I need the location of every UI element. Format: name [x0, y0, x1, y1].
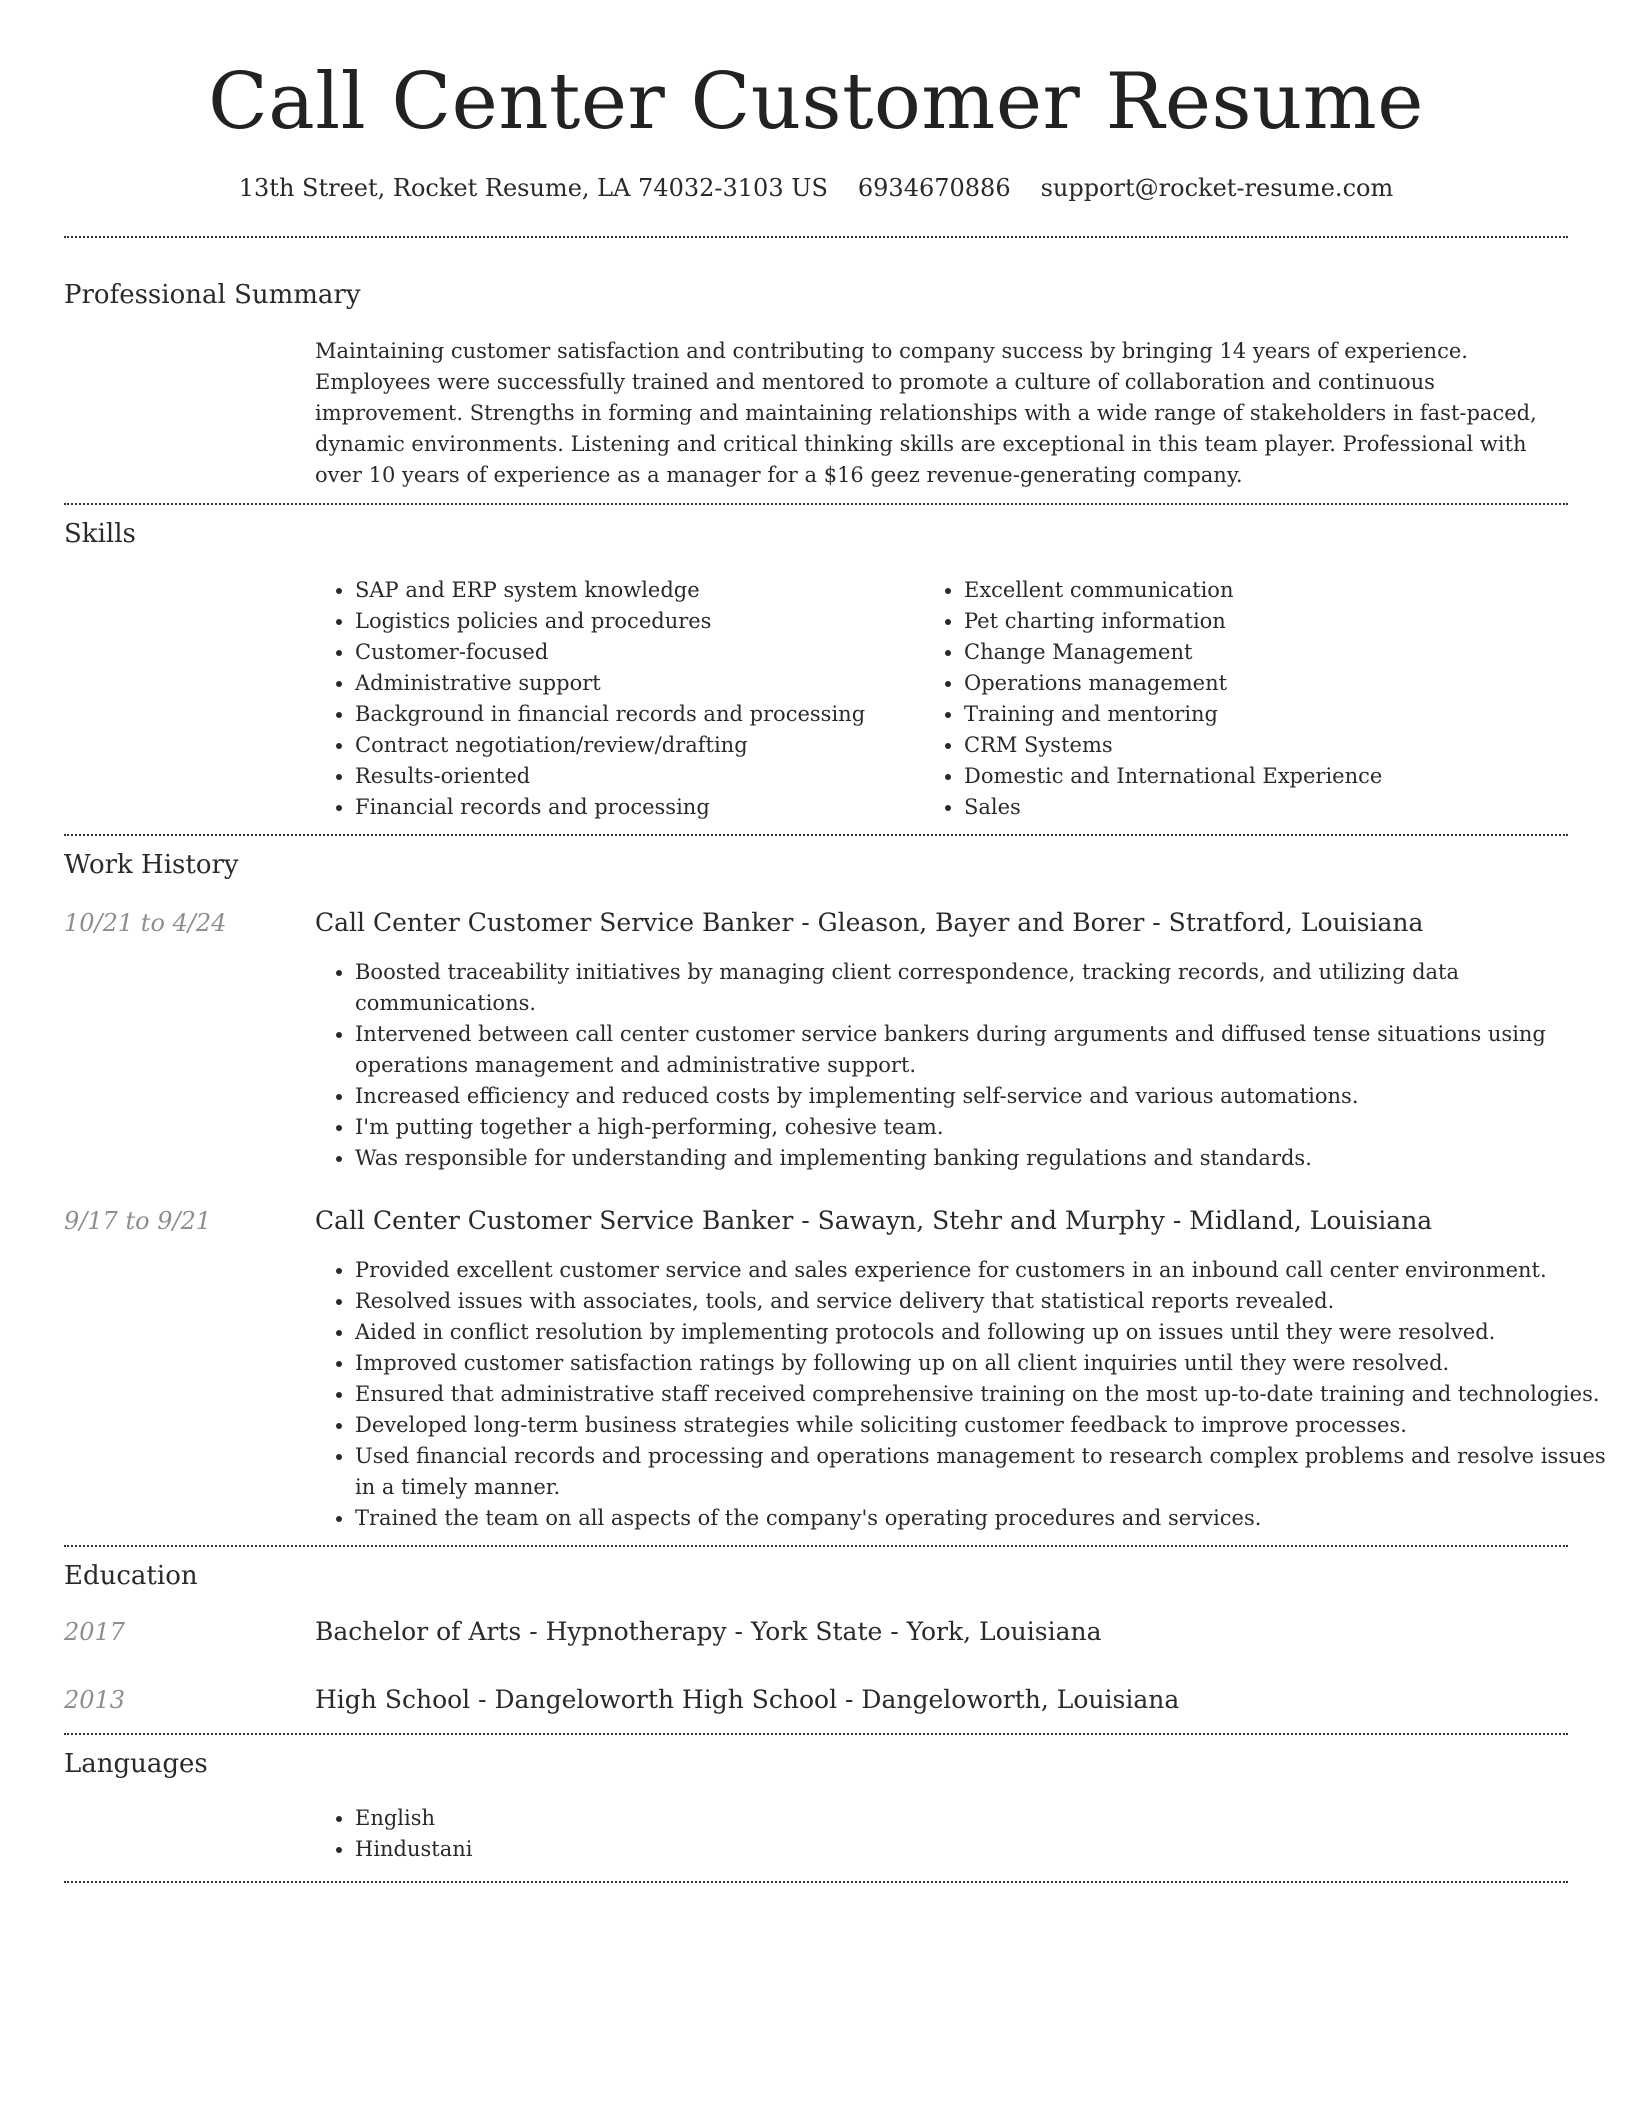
education-heading: Education [64, 1561, 198, 1591]
job-bullet: • Increased efficiency and reduced costs by implementing self-service and various automations. [355, 1081, 1570, 1112]
skill-item: • Sales [964, 792, 1584, 823]
skills-list-right [920, 575, 1584, 823]
skills-heading: Skills [64, 519, 136, 549]
job-title-line: Call Center Customer Service Banker - Sawayn, Stehr and Murphy - Midland, Louisiana [315, 1206, 1433, 1235]
job-dates: 9/17 to 9/21 [64, 1207, 212, 1235]
section-divider [64, 236, 1568, 238]
skill-item: • Operations management [964, 668, 1584, 699]
skill-item: • Training and mentoring [964, 699, 1584, 730]
work-heading: Work History [64, 850, 239, 880]
section-divider [64, 503, 1568, 505]
skill-item: • Logistics policies and procedures [355, 606, 915, 637]
education-year: 2017 [64, 1618, 126, 1646]
skill-item: • Excellent communication [964, 575, 1584, 606]
job-bullet: • Aided in conflict resolution by implementing protocols and following up on issues until they were resolved. [355, 1317, 1615, 1348]
language-item: • Hindustani [355, 1834, 955, 1865]
job-bullet: • Provided excellent customer service and sales experience for customers in an inbound call center environment. [355, 1255, 1615, 1286]
job-bullet: • Resolved issues with associates, tools, and service delivery that statistical reports revealed. [355, 1286, 1615, 1317]
section-divider [64, 1545, 1568, 1547]
skill-item: • Domestic and International Experience [964, 761, 1584, 792]
skill-item: • Administrative support [355, 668, 915, 699]
summary-text: Maintaining customer satisfaction and contributing to company success by bringing 14 years of experience. Employees were successfully trained and mentored to promote a culture of collaboration and continuous improvement. Strengths in forming and maintaining relationships with a wide range of stakeholders in fast-paced, dynamic environments. Listening and critical thinking skills are exceptional in this team player. Professional with over 10 years of experience as a manager for a $16 geez revenue-generating company. [315, 339, 1537, 487]
languages-list [311, 1803, 955, 1865]
skill-item: • Pet charting information [964, 606, 1584, 637]
skill-item: • Customer-focused [355, 637, 915, 668]
skill-item: • CRM Systems [964, 730, 1584, 761]
job-bullets [311, 957, 1570, 1174]
skills-list-left [311, 575, 915, 823]
skill-item: • Change Management [964, 637, 1584, 668]
education-year: 2013 [64, 1686, 126, 1714]
language-item: • English [355, 1803, 955, 1834]
summary-heading: Professional Summary [64, 280, 361, 310]
skill-item: • SAP and ERP system knowledge [355, 575, 915, 606]
section-divider [64, 1881, 1568, 1883]
job-bullet: • I'm putting together a high-performing, cohesive team. [355, 1112, 1570, 1143]
skill-item: • Financial records and processing [355, 792, 915, 823]
resume-title: Call Center Customer Resume [208, 57, 1424, 147]
languages-heading: Languages [64, 1749, 208, 1779]
skill-item: • Results-oriented [355, 761, 915, 792]
section-divider [64, 834, 1568, 836]
job-bullets [311, 1255, 1615, 1534]
job-bullet: • Improved customer satisfaction ratings by following up on all client inquiries until they were resolved. [355, 1348, 1615, 1379]
job-bullet: • Intervened between call center customer service bankers during arguments and diffused tense situations using operations management and administrative support. [355, 1019, 1570, 1081]
job-bullet: • Developed long-term business strategies while soliciting customer feedback to improve processes. [355, 1410, 1615, 1441]
contact-address: 13th Street, Rocket Resume, LA 74032-3103 US [238, 174, 828, 202]
contact-line [0, 170, 1632, 206]
contact-phone: 6934670886 [857, 174, 1011, 202]
job-title-line: Call Center Customer Service Banker - Gleason, Bayer and Borer - Stratford, Louisiana [315, 908, 1424, 937]
job-bullet: • Was responsible for understanding and implementing banking regulations and standards. [355, 1143, 1570, 1174]
contact-email: support@rocket-resume.com [1040, 174, 1394, 202]
education-line: High School - Dangeloworth High School - Dangeloworth, Louisiana [315, 1685, 1180, 1714]
section-divider [64, 1733, 1568, 1735]
job-bullet: • Trained the team on all aspects of the company's operating procedures and services. [355, 1503, 1615, 1534]
skill-item: • Background in financial records and processing [355, 699, 915, 730]
job-bullet: • Used financial records and processing and operations management to research complex problems and resolve issues in a timely manner. [355, 1441, 1615, 1503]
job-dates: 10/21 to 4/24 [64, 909, 227, 937]
education-line: Bachelor of Arts - Hypnotherapy - York State - York, Louisiana [315, 1617, 1102, 1646]
job-bullet: • Ensured that administrative staff received comprehensive training on the most up-to-date training and technologies. [355, 1379, 1615, 1410]
skill-item: • Contract negotiation/review/drafting [355, 730, 915, 761]
job-bullet: • Boosted traceability initiatives by managing client correspondence, tracking records, and utilizing data communications. [355, 957, 1570, 1019]
